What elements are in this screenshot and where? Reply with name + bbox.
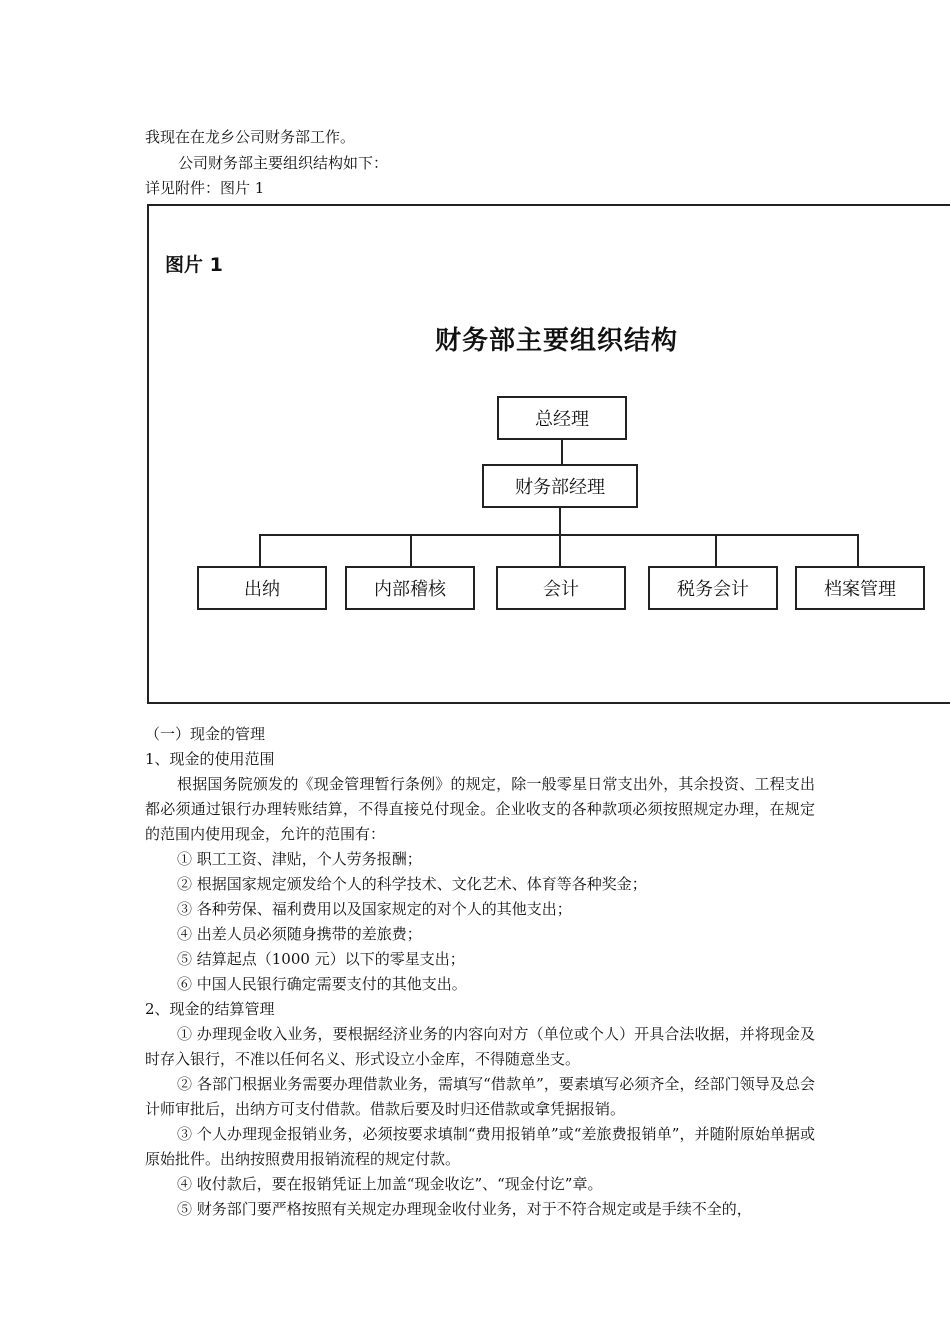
node-internal-audit: 内部稽核	[345, 566, 475, 610]
list-item: ① 职工工资、津贴，个人劳务报酬；	[177, 850, 422, 868]
intro-line-2: 公司财务部主要组织结构如下：	[178, 154, 389, 172]
paragraph-cash-scope: 根据国务院颁发的《现金管理暂行条例》的规定，除一般零星日常支出外，其余投资、工程支出都必须通过银行办理转账结算，不得直接兑付现金。企业收支的各种款项必须按照规定办理，在规定的范围内使用现金，允许的范围有：	[145, 775, 815, 843]
list-item: ⑥ 中国人民银行确定需要支付的其他支出。	[177, 975, 467, 993]
list-item: ③ 各种劳保、福利费用以及国家规定的对个人的其他支出；	[177, 900, 572, 918]
node-tax-accounting: 税务会计	[648, 566, 778, 610]
intro-line-1: 我现在在龙乡公司财务部工作。	[145, 128, 356, 146]
figure-label: 图片 1	[165, 254, 223, 276]
node-accounting: 会计	[496, 566, 626, 610]
connector-middle	[559, 508, 561, 534]
subsection-heading-1: 1、现金的使用范围	[145, 750, 275, 768]
connector-drop-3	[559, 534, 561, 566]
node-general-manager: 总经理	[497, 396, 627, 440]
list-item: ⑤ 结算起点（1000 元）以下的零星支出；	[177, 950, 465, 968]
subsection-heading-2: 2、现金的结算管理	[145, 1000, 275, 1018]
connector-drop-5	[857, 534, 859, 566]
list-item: ③ 个人办理现金报销业务，必须按要求填制“费用报销单”或“差旅费报销单”，并随附原始单据或原始批件。出纳按照费用报销流程的规定付款。	[145, 1125, 815, 1168]
connector-drop-2	[410, 534, 412, 566]
list-item: ② 各部门根据业务需要办理借款业务，需填写“借款单”，要素填写必须齐全，经部门领导及总会计师审批后，出纳方可支付借款。借款后要及时归还借款或拿凭据报销。	[145, 1075, 815, 1118]
section-heading: （一）现金的管理	[145, 725, 266, 743]
list-item: ① 办理现金收入业务，要根据经济业务的内容向对方（单位或个人）开具合法收据，并将现金及时存入银行，不准以任何名义、形式设立小金库，不得随意坐支。	[145, 1025, 815, 1068]
org-chart-figure	[147, 204, 950, 704]
org-chart-title: 财务部主要组织结构	[434, 326, 678, 356]
node-archive-management: 档案管理	[795, 566, 925, 610]
list-item: ④ 收付款后，要在报销凭证上加盖“现金收讫”、“现金付讫”章。	[177, 1175, 603, 1193]
node-cashier: 出纳	[197, 566, 327, 610]
body-text	[145, 722, 815, 1222]
list-item: ④ 出差人员必须随身携带的差旅费；	[177, 925, 422, 943]
list-item: ② 根据国家规定颁发给个人的科学技术、文化艺术、体育等各种奖金；	[177, 875, 647, 893]
connector-top	[561, 440, 563, 464]
connector-drop-1	[259, 534, 261, 566]
list-item: ⑤ 财务部门要严格按照有关规定办理现金收付业务，对于不符合规定或是手续不全的，	[177, 1200, 752, 1218]
intro-line-3: 详见附件：图片 1	[145, 179, 265, 197]
connector-drop-4	[715, 534, 717, 566]
node-finance-manager: 财务部经理	[482, 464, 638, 508]
